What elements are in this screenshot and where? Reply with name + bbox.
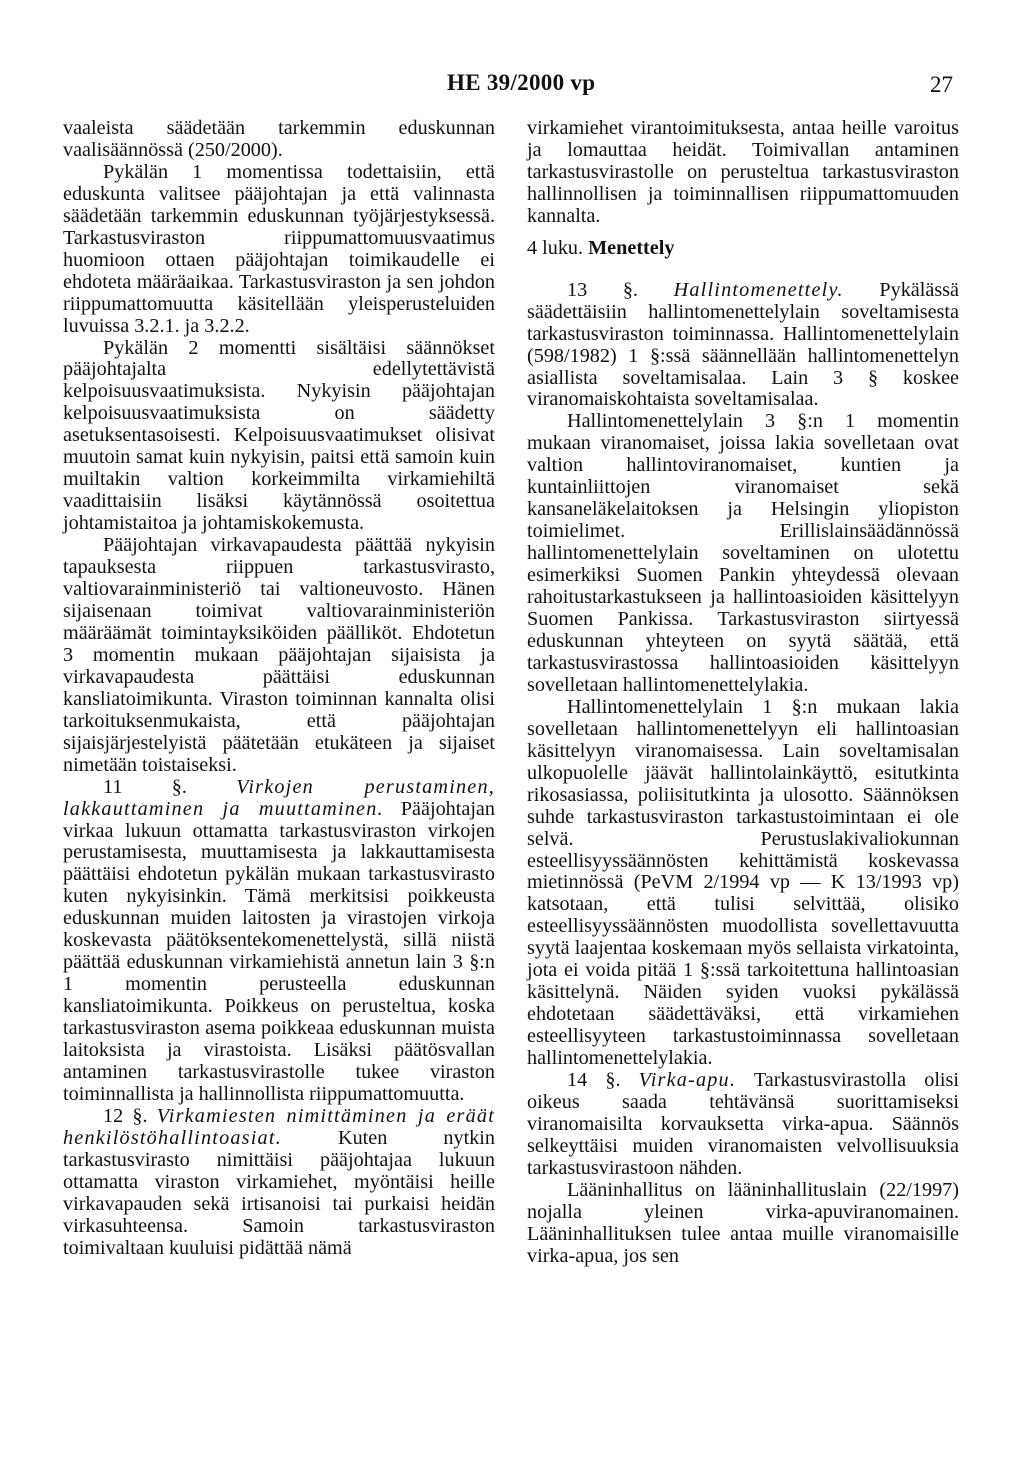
paragraph: Pääjohtajan virkavapaudesta päättää nykyisin tapauksesta riippuen tarkastusvirasto, valtiovarainministeriö tai valtioneuvosto. Hänen sijaisenaan toimivat valtiovarainministeriön määräämät toimintayksiköiden päälliköt. Ehdotetun 3 momentin mukaan pääjohtajan sijaisista ja virkavapaudesta päättäisi eduskunnan kansliatoimikunta. Viraston toiminnan kannalta olisi tarkoituksenmukaista, että pääjohtajan sijaisjärjestelyistä päätetään etukäteen ja sijaiset nimetään toistaiseksi.	[63, 534, 495, 776]
paragraph: Hallintomenettelylain 1 §:n mukaan lakia sovelletaan hallintomenettelyyn eli hallintoasian käsittelyyn viranomaisessa. Lain soveltamisalan ulkopuolelle jäävät hallintolainkäyttö, esitutkinta rikosasiassa, poliisitutkinta ja ulosotto. Säännöksen suhde tarkastusviraston tarkastustoimintaan ei ole selvä. Perustuslakivaliokunnan esteellisyyssäännösten kehittämistä koskevassa mietinnössä (PeVM 2/1994 vp — K 13/1993 vp) katsotaan, että tulisi selvittää, olisiko esteellisyyssäännösten muodollista sovellettavuutta syytä laajentaa koskemaan myös sellaista virkatointa, jota ei voida pitää 1 §:ssä tarkoitettuna hallintoasian käsittelynä. Näiden syiden vuoksi pykälässä ehdotetaan säädettäväksi, että virkamiehen esteellisyyteen tarkastustoiminnassa sovelletaan hallintomenettelylakia.	[527, 695, 959, 1070]
paragraph: Hallintomenettelylain 3 §:n 1 momentin mukaan viranomaiset, joissa lakia sovelletaan ovat valtion hallintoviranomaiset, kuntien ja kuntainliittojen viranomaiset sekä kansaneläkelaitoksen ja Helsingin yliopiston toimielimet. Erillislainsäädännössä hallintomenettelylain soveltaminen on ulotettu esimerkiksi Suomen Pankin yhteydessä olevaan rahoitustarkastukseen ja hallintoasioiden käsittelyyn Suomen Pankissa. Tarkastusviraston siirtyessä eduskunnan yhteyteen on syytä säätää, että tarkastusvirastossa hallintoasioiden käsittelyyn sovelletaan hallintomenettelylakia.	[527, 410, 959, 696]
section-number: 14 §.	[567, 1069, 621, 1092]
section-text: Tarkastusvirastolla olisi oikeus saada tehtävänsä suorittamiseksi viranomaisilta korvauksetta virka-apua. Säännös selkeyttäisi muiden viranomaisten velvollisuuksia tarkastusvirastoon nähden.	[527, 1069, 960, 1179]
section-text: Pääjohtajan virkaa lukuun ottamatta tarkastusviraston virkojen perustamisesta, muuttamisesta ja lakkauttamisesta päättäisi ehdotetun pykälän mukaan tarkastusvirasto kuten nykyisinkin. Tämä merkitsisi poikkeusta eduskunnan muiden laitosten ja virastojen virkoja koskevasta päätöksentekomenettelystä, sillä niistä päättää eduskunnan virkamiehistä annetun lain 3 §:n 1 momentin perusteella eduskunnan kansliatoimikunta. Poikkeus on perusteltua, koska tarkastusviraston asema poikkeaa eduskunnan muista laitoksista ja virastoista. Lisäksi päätösvallan antaminen tarkastusvirastolle tukee viraston toiminnallista ja hallinnollista riippumattomuutta.	[63, 797, 495, 1105]
paragraph: vaaleista säädetään tarkemmin eduskunnan vaalisäännössä (250/2000).	[63, 117, 495, 161]
chapter-title: Menettely	[588, 236, 675, 259]
section-number: 11 §.	[103, 775, 187, 798]
section-paragraph	[527, 280, 959, 412]
section-paragraph	[63, 777, 495, 1106]
section-text: Kuten nytkin tarkastusvirasto nimittäisi pääjohtajaa lukuun ottamatta viraston virkamiehet, myöntäisi heille virkavapauden sekä irtisanoisi tai purkaisi heidän virkasuhteensa. Samoin tarkastusviraston toimivaltaan kuuluisi pidättää nämä	[63, 1126, 495, 1259]
left-text-column	[63, 118, 495, 1260]
chapter-number: 4 luku.	[527, 236, 584, 259]
paragraph: Lääninhallitus on lääninhallituslain (22/1997) nojalla yleinen virka-apuviranomainen. Lääninhallituksen tulee antaa muille viranomaisille virka-apua, jos sen	[527, 1178, 959, 1267]
page-number: 27	[930, 72, 953, 97]
section-title: Hallintomenettely.	[673, 278, 844, 301]
document-header-title: HE 39/2000 vp	[447, 70, 596, 95]
paragraph: Pykälän 1 momentissa todettaisiin, että eduskunta valitsee pääjohtajan ja että valinnasta säädetään tarkemmin eduskunnan työjärjestyksessä. Tarkastusviraston riippumattomuusvaatimus huomioon ottaen pääjohtajan toimikaudelle ei ehdoteta määräaikaa. Tarkastusviraston ja sen johdon riippumattomuutta käsitellään yleisperusteluiden luvuissa 3.2.1. ja 3.2.2.	[63, 160, 495, 337]
paragraph: virkamiehet virantoimituksesta, antaa heille varoitus ja lomauttaa heidät. Toimivallan antaminen tarkastusvirastolle on perusteltua tarkastusviraston hallinnollisen ja toiminnallisen riippumattomuuden kannalta.	[527, 117, 959, 227]
section-number: 12 §.	[103, 1104, 148, 1127]
section-title: Virkamiesten nimittäminen ja eräät henkilöstöhallintoasiat.	[63, 1104, 496, 1149]
section-title: Virka-apu.	[638, 1069, 737, 1092]
right-text-column	[527, 118, 959, 1268]
paragraph: Pykälän 2 momentti sisältäisi säännökset pääjohtajalta edellytettävistä kelpoisuusvaatimuksista. Nykyisin pääjohtajan kelpoisuusvaatimuksista on säädetty asetuksentasoisesti. Kelpoisuusvaatimukset olisivat muutoin samat kuin nykyisin, paitsi että samoin kuin muiltakin valtion korkeimmilta virkamiehiltä vaadittaisiin lisäksi käytännössä osoitettua johtamistaitoa ja johtamiskokemusta.	[63, 336, 495, 535]
section-text: Pykälässä säädettäisiin hallintomenettelylain soveltamisesta tarkastusviraston toiminnassa. Hallintomenettelylain (598/1982) 1 §:ssä säännellään hallintomenettelyn asiallista soveltamisalaa. Lain 3 § koskee viranomaiskohtaista soveltamisalaa.	[527, 278, 959, 411]
section-paragraph	[527, 1070, 959, 1180]
chapter-heading	[527, 238, 959, 260]
section-number: 13 §.	[567, 278, 638, 301]
section-paragraph	[63, 1106, 495, 1260]
section-title: Virkojen perustaminen, lakkauttaminen ja muuttaminen.	[63, 775, 496, 820]
